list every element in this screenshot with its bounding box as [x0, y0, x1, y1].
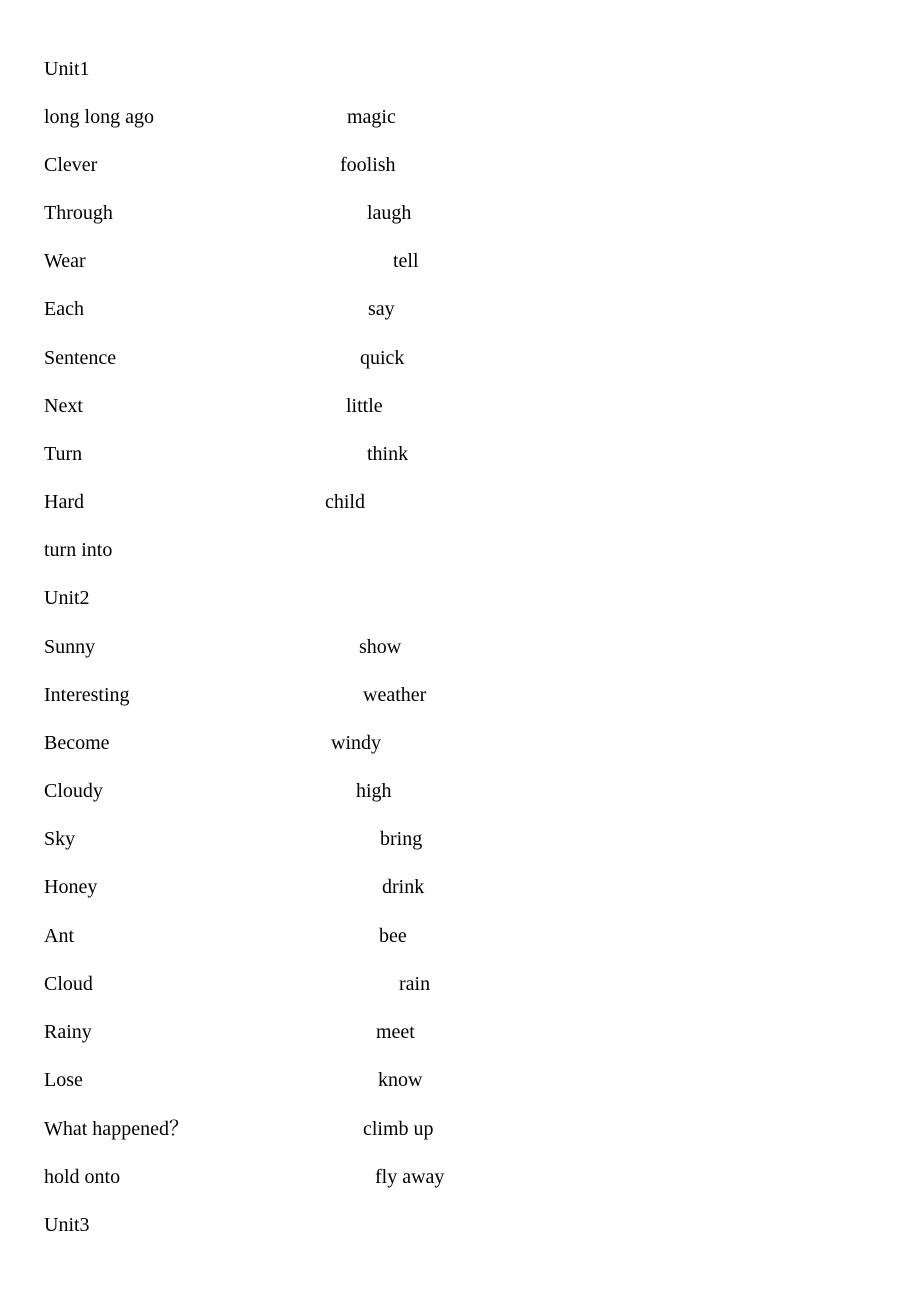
vocab-line [0, 199, 920, 227]
vocab-right-word: foolish [340, 154, 396, 176]
vocab-line [0, 488, 920, 516]
vocab-line [0, 1066, 920, 1094]
vocab-right-word: tell [393, 250, 419, 272]
vocab-right-word: windy [331, 732, 381, 754]
vocab-line [0, 536, 920, 564]
vocab-left-word: Ant [44, 925, 74, 947]
vocab-line [0, 295, 920, 323]
vocab-left-word: Through [44, 202, 113, 224]
vocab-left-word: Lose [44, 1069, 83, 1091]
vocab-left-word: Next [44, 395, 83, 417]
vocab-line [0, 103, 920, 131]
vocab-left-word: hold onto [44, 1166, 121, 1188]
vocab-right-word: high [356, 780, 392, 802]
vocab-line [0, 151, 920, 179]
vocab-right-word: drink [382, 876, 425, 898]
vocab-left-word: Cloud [44, 973, 93, 995]
vocab-right-word: show [359, 636, 402, 658]
vocab-line [0, 344, 920, 372]
vocab-left-word: long long ago [44, 106, 154, 128]
vocab-left-word: Become [44, 732, 110, 754]
vocab-left-word: What happened？ [44, 1118, 189, 1140]
vocab-left-word: turn into [44, 539, 113, 561]
vocab-left-word: Hard [44, 491, 84, 513]
line-left-text: Unit1 [44, 58, 90, 80]
vocab-line [0, 1018, 920, 1046]
vocab-right-word: bring [380, 828, 423, 850]
vocab-line [0, 247, 920, 275]
vocab-line [0, 392, 920, 420]
vocab-right-word: quick [360, 347, 405, 369]
vocab-line [0, 440, 920, 468]
unit-heading [0, 55, 920, 83]
vocab-line [0, 970, 920, 998]
vocab-right-word: know [378, 1069, 423, 1091]
vocab-left-word: Turn [44, 443, 83, 465]
vocab-left-word: Honey [44, 876, 98, 898]
vocab-left-word: Sunny [44, 636, 96, 658]
vocab-line [0, 777, 920, 805]
vocab-right-word: weather [363, 684, 427, 706]
unit-heading [0, 1211, 920, 1239]
vocab-right-word: little [346, 395, 383, 417]
vocab-right-word: fly away [375, 1166, 445, 1188]
vocab-left-word: Cloudy [44, 780, 103, 802]
vocab-line [0, 633, 920, 661]
vocab-right-word: say [368, 298, 395, 320]
vocab-left-word: Sentence [44, 347, 117, 369]
line-left-text: Unit2 [44, 587, 90, 609]
vocab-line [0, 922, 920, 950]
vocab-right-word: rain [399, 973, 431, 995]
vocab-right-word: magic [347, 106, 396, 128]
vocab-line [0, 1163, 920, 1191]
vocab-left-word: Each [44, 298, 84, 320]
vocab-right-word: bee [379, 925, 407, 947]
vocab-right-word: meet [376, 1021, 415, 1043]
vocab-left-word: Interesting [44, 684, 130, 706]
vocab-line [0, 729, 920, 757]
line-left-text: Unit3 [44, 1214, 90, 1236]
vocab-line [0, 825, 920, 853]
vocab-right-word: think [367, 443, 409, 465]
vocab-line [0, 1115, 920, 1143]
vocab-line [0, 873, 920, 901]
vocab-right-word: climb up [363, 1118, 434, 1140]
vocab-right-word: laugh [367, 202, 412, 224]
vocab-left-word: Clever [44, 154, 98, 176]
vocab-line [0, 681, 920, 709]
vocab-left-word: Rainy [44, 1021, 92, 1043]
vocab-left-word: Wear [44, 250, 86, 272]
unit-heading [0, 584, 920, 612]
vocab-left-word: Sky [44, 828, 76, 850]
vocab-right-word: child [325, 491, 365, 513]
